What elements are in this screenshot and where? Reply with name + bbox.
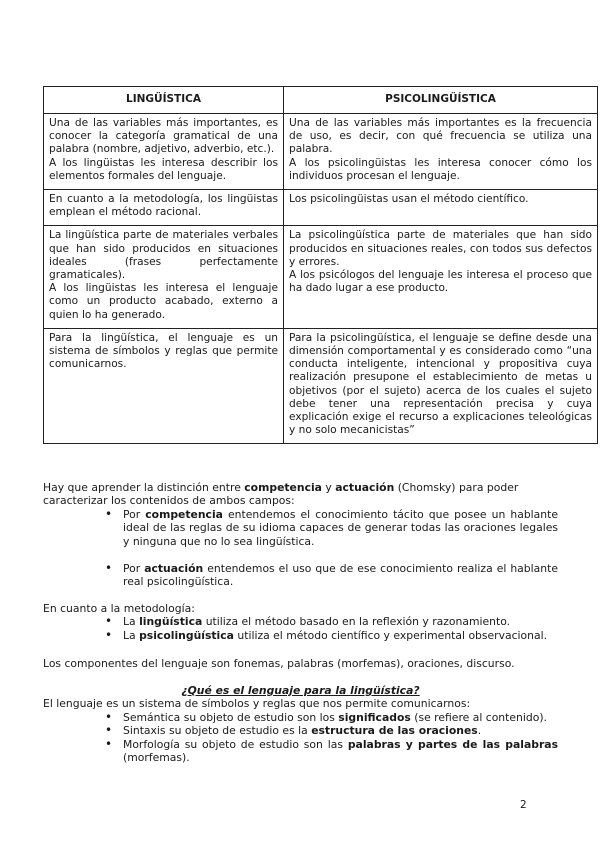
- actuacion-list: [43, 562, 558, 589]
- table-cell: [284, 190, 598, 226]
- cell-paragraph: Una de las variables más importantes, es conocer la categoría gramatical de una palabra (nombre, adjetivo, adverbio, etc.).: [49, 117, 278, 156]
- header-psicolinguistica: PSICOLINGÜÍSTICA: [284, 87, 598, 114]
- header-linguistica: LINGÜÍSTICA: [44, 87, 284, 114]
- cell-paragraph: En cuanto a la metodología, los lingüistas emplean el método racional.: [49, 193, 278, 219]
- list-item: • La psicolingüística utiliza el método científico y experimental observacional.: [101, 629, 558, 642]
- metodologia-title: En cuanto a la metodología:: [43, 602, 195, 615]
- table-cell: [44, 190, 284, 226]
- comparison-table: [43, 86, 598, 444]
- cell-paragraph: Una de las variables más importantes es la frecuencia de uso, es decir, con qué frecuencia se utiliza una palabra.: [289, 117, 592, 156]
- intro-paragraph: [43, 481, 558, 508]
- cell-paragraph: Para la psicolingüística, el lenguaje se define desde una dimensión comportamental y es considerado como “una conducta inteligente, intencional y propositiva cuya realización presupone el establecimiento de metas u objetivos (por el sujeto) acerca de los cuales el sujeto debe tener una representación precisa y cuya explicación exige el recurso a explicaciones teleológicas y no solo mecanicistas”: [289, 331, 592, 437]
- term-competencia: competencia: [244, 481, 322, 494]
- table-row: [44, 226, 598, 328]
- cell-paragraph: Para la lingüística, el lenguaje es un sistema de símbolos y reglas que permite comunicarnos.: [49, 331, 278, 371]
- componentes-paragraph: [43, 657, 558, 670]
- cell-paragraph: La psicolingüística parte de materiales que han sido producidos en situaciones reales, con todos sus defectos y errores.: [289, 229, 592, 268]
- cell-paragraph: A los lingüistas les interesa describir los elementos formales del lenguaje.: [49, 156, 278, 182]
- list-item: • Por competencia entendemos el conocimiento tácito que posee un hablante ideal de las reglas de su idioma capaces de generar todas las oraciones legales y ninguna que no lo sea lingüística.: [101, 508, 558, 548]
- list-item: • Por actuación entendemos el uso que de ese conocimiento realiza el hablante real psicolingüística.: [101, 562, 558, 589]
- table-row: [44, 190, 598, 226]
- cell-paragraph: Los psicolingüistas usan el método científico.: [289, 193, 529, 206]
- linguistica-section: [43, 684, 558, 764]
- section-title: ¿Qué es el lenguaje para la lingüística?: [181, 684, 420, 697]
- table-cell: [284, 328, 598, 444]
- table-header-row: [44, 87, 598, 114]
- page-number: 2: [520, 799, 527, 811]
- table-cell: [284, 226, 598, 328]
- table-cell: [44, 328, 284, 444]
- componentes-text: Los componentes del lenguaje son fonemas, palabras (morfemas), oraciones, discurso.: [43, 657, 515, 670]
- section-intro: El lenguaje es un sistema de símbolos y reglas que nos permite comunicarnos:: [43, 697, 471, 711]
- list-item: • Sintaxis su objeto de estudio es la estructura de las oraciones.: [101, 724, 558, 737]
- cell-paragraph: A los psicolingüistas les interesa conocer cómo los individuos procesan el lenguaje.: [289, 156, 592, 182]
- term-actuacion: actuación: [335, 481, 395, 494]
- cell-paragraph: La lingüística parte de materiales verbales que han sido producidos en situaciones ideales (frases perfectamente gramaticales).: [49, 229, 278, 282]
- cell-paragraph: A los lingüistas les interesa el lenguaje como un producto acabado, externo a quien lo ha generado.: [49, 282, 278, 321]
- intro-text: (Chomsky) para poder caracterizar los contenidos de ambos campos:: [43, 481, 519, 508]
- list-item: • La lingüística utiliza el método basado en la reflexión y razonamiento.: [101, 615, 558, 628]
- table-cell: [44, 226, 284, 328]
- table-row: [44, 114, 598, 190]
- table-row: [44, 328, 598, 444]
- competencia-list: [43, 508, 558, 548]
- intro-text: y: [321, 481, 336, 494]
- list-item: • Morfología su objeto de estudio son las palabras y partes de las palabras (morfemas).: [101, 738, 558, 765]
- table-cell: [44, 114, 284, 190]
- table-cell: [284, 114, 598, 190]
- cell-paragraph: A los psicólogos del lenguaje les interesa el proceso que ha dado lugar a ese producto.: [289, 269, 592, 295]
- metodologia-section: [43, 602, 558, 642]
- intro-text: Hay que aprender la distinción entre: [43, 481, 245, 494]
- list-item: • Semántica su objeto de estudio son los significados (se refiere al contenido).: [101, 711, 558, 724]
